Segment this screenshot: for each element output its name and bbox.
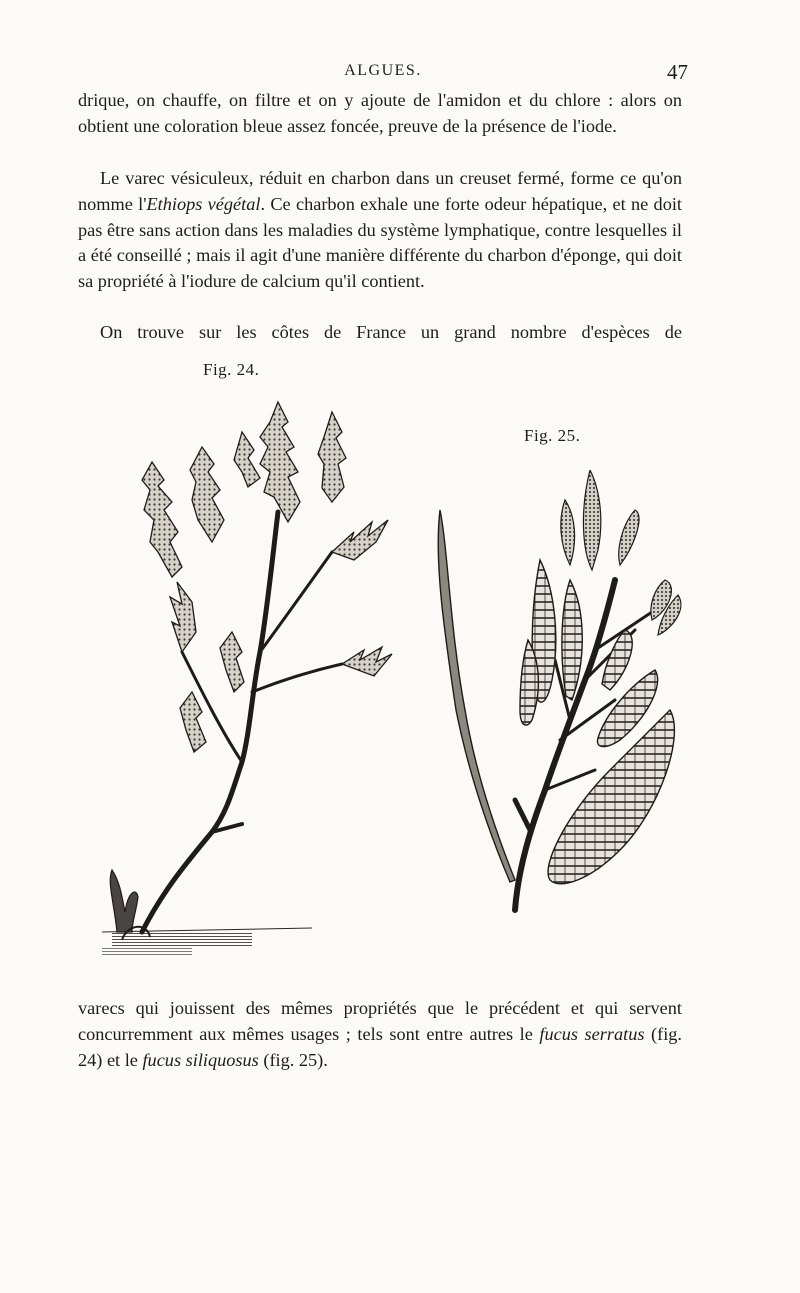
long-blade [438, 510, 515, 882]
fucus-serratus-engraving [92, 392, 402, 982]
paragraph-1: drique, on chauffe, on filtre et on y ajoute de l'amidon et du chlore : alors on obtient une coloration bleue assez foncée, preuve de la présence de l'iode. [78, 90, 682, 136]
paragraph-4-text-a: varecs qui jouissent des mêmes propriétés que le précédent et qui servent concurremment aux mêmes usages ; tels sont entre autres le [78, 998, 682, 1044]
paragraph-4-text-c: (fig. 25). [258, 1049, 328, 1070]
figure-25-caption: Fig. 25. [524, 426, 581, 445]
figure-25-illustration [420, 470, 690, 940]
ground-hatching [102, 928, 312, 955]
paragraph-2-text-a: Le varec vésiculeux, réduit en charbon dans un creuset fermé, forme ce qu'on nomme l' [78, 168, 682, 214]
figure-24-illustration [92, 392, 402, 982]
paragraph-4-italic-1: fucus serratus [539, 1023, 645, 1044]
paragraph-4-text-b: (fig. 24) et le [78, 1023, 682, 1070]
paragraph-4-italic-2: fucus siliquosus [142, 1049, 259, 1070]
running-head [78, 60, 688, 84]
paragraph-2-italic: Ethiops végétal [146, 193, 261, 214]
serrated-fronds [142, 402, 392, 752]
figure-24-caption: Fig. 24. [203, 360, 260, 379]
paragraph-2-text-b: . Ce charbon exhale une forte odeur hépatique, et ne doit pas être sans action dans les maladies du système lymphatique, contre lesquelles il a été conseillé ; mais il agit d'une manière différente du charbon d'éponge, qui doit sa propriété à l'iodure de calcium qu'il contient. [78, 193, 682, 292]
paragraph-2 [78, 166, 682, 295]
paragraph-3: On trouve sur les côtes de France un grand nombre d'espèces de [100, 322, 682, 342]
paragraph-4 [78, 996, 682, 1073]
running-title: ALGUES. [344, 62, 422, 79]
page-number: 47 [667, 60, 688, 84]
fucus-siliquosus-engraving [420, 470, 690, 940]
